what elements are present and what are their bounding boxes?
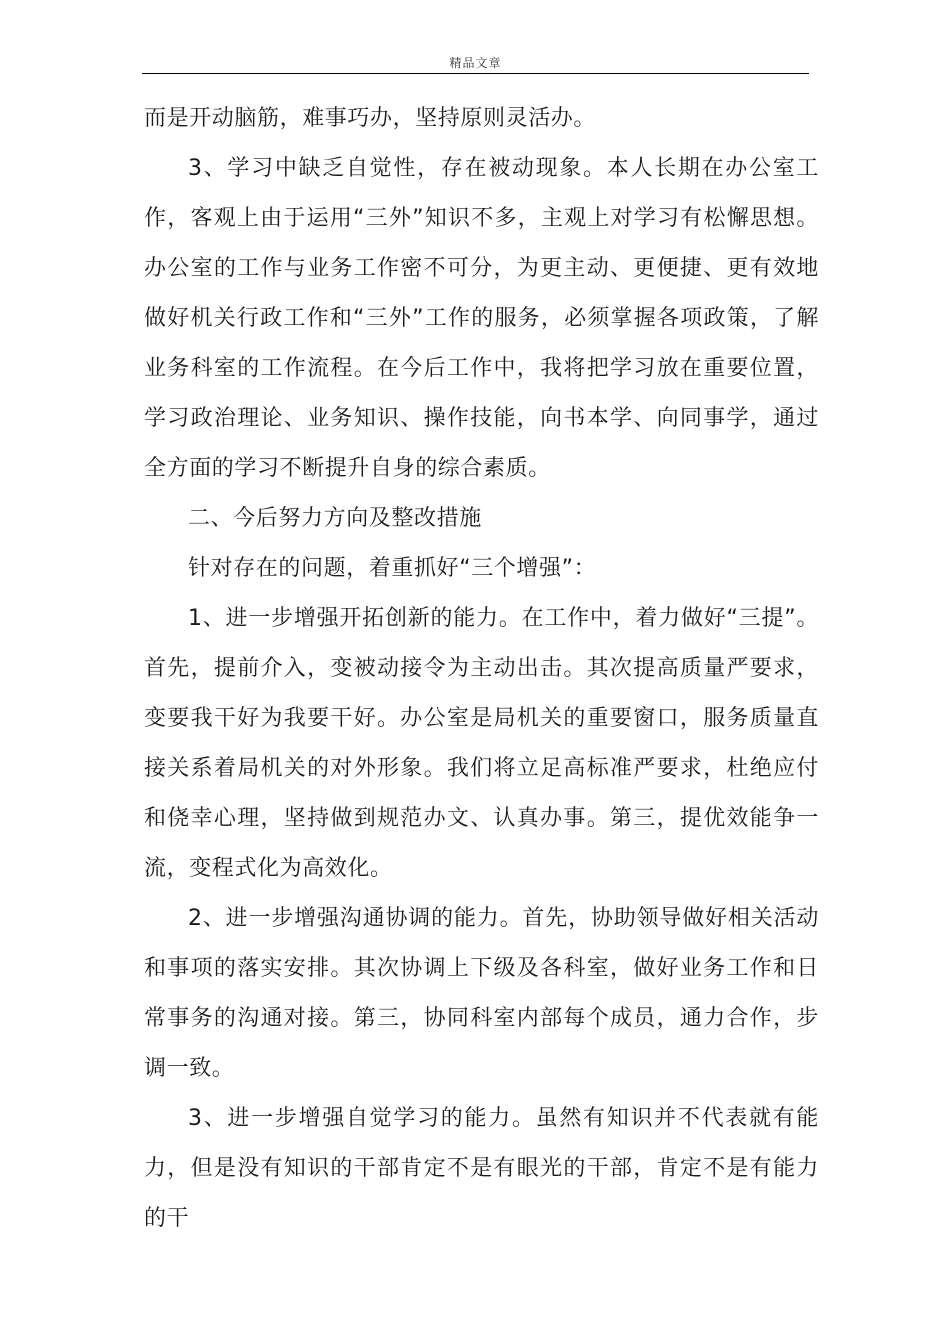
paragraph-learning-issue: 3、学习中缺乏自觉性，存在被动现象。本人长期在办公室工作，客观上由于运用“三外”知识不多，主观上对学习有松懈思想。办公室的工作与业务工作密不可分，为更主动、更便捷、更有效地做好机关行政工作和“三外”工作的服务，必须掌握各项政策，了解业务科室的工作流程。在今后工作中，我将把学习放在重要位置，学习政治理论、业务知识、操作技能，向书本学、向同事学，通过全方面的学习不断提升自身的综合素质。 <box>144 156 819 481</box>
paragraph-intro: 针对存在的问题，着重抓好“三个增强”： <box>188 556 597 581</box>
paragraph-coordination: 2、进一步增强沟通协调的能力。首先，协助领导做好相关活动和事项的落实安排。其次协调上下级及各科室，做好业务工作和日常事务的沟通对接。第三，协同科室内部每个成员，通力合作，步调一致。 <box>144 906 819 1081</box>
page-header: 精品文章 <box>142 55 809 74</box>
document-body <box>144 94 819 1244</box>
paragraph-self-learning: 3、进一步增强自觉学习的能力。虽然有知识并不代表就有能力，但是没有知识的干部肯定不是有眼光的干部，肯定不是有能力的干 <box>144 1106 819 1231</box>
paragraph-innovation: 1、进一步增强开拓创新的能力。在工作中，着力做好“三提”。首先，提前介入，变被动接令为主动出击。其次提高质量严要求，变要我干好为我要干好。办公室是局机关的重要窗口，服务质量直接关系着局机关的对外形象。我们将立足高标准严要求，杜绝应付和侥幸心理，坚持做到规范办文、认真办事。第三，提优效能争一流，变程式化为高效化。 <box>144 606 819 881</box>
paragraph-continuation: 而是开动脑筋，难事巧办，坚持原则灵活办。 <box>144 106 597 131</box>
section-heading: 二、今后努力方向及整改措施 <box>188 506 482 531</box>
